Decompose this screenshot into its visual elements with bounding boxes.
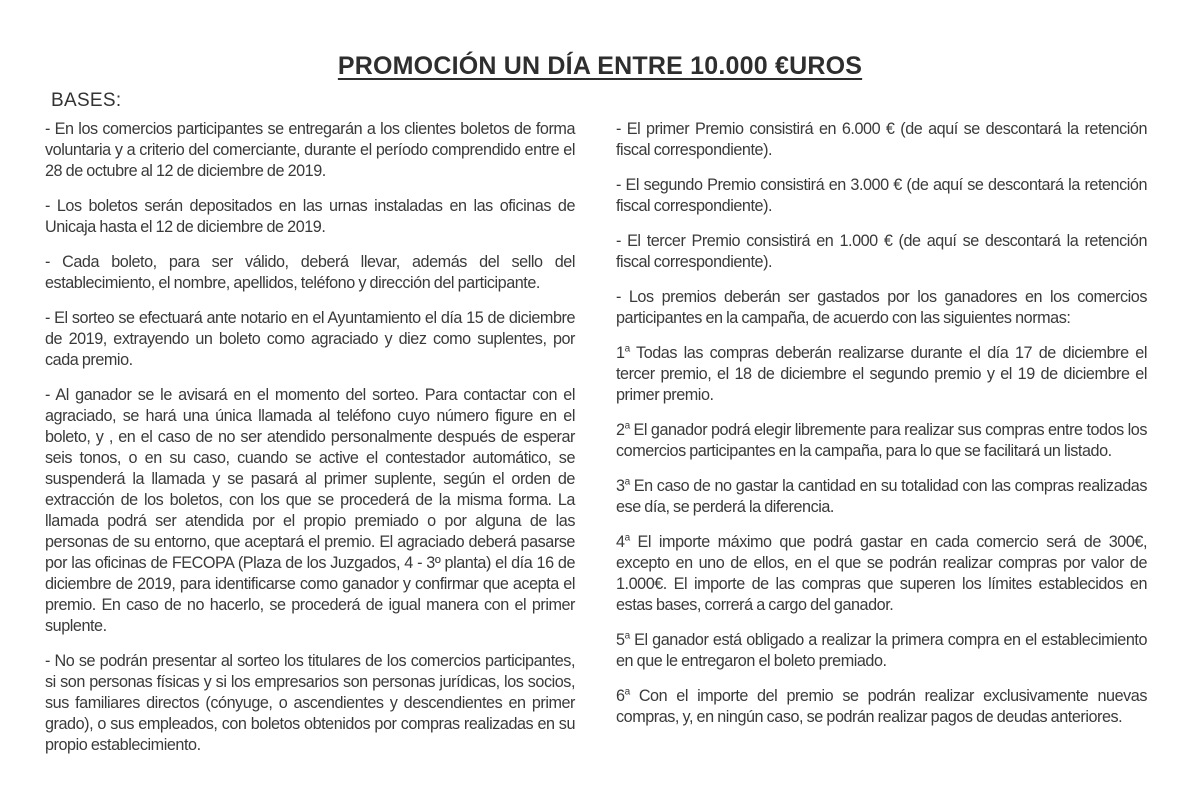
rule-number: 3 [616,477,625,495]
rule-number: 5 [616,631,625,649]
prize-paragraph: - El primer Premio consistirá en 6.000 € (de aquí se descontará la retención fiscal correspondiente). [616,120,1147,159]
rule-text: Con el importe del premio se podrán realizar exclusivamente nuevas compras, y, en ningún caso, se podrán realizar pagos de deudas anteriores. [616,687,1147,726]
rule-item [616,343,1147,406]
paragraph: - Los boletos serán depositados en las urnas instaladas en las oficinas de Unicaja hasta el 12 de diciembre de 2019. [45,197,575,236]
rule-text: Todas las compras deberán realizarse durante el día 17 de diciembre el tercer premio, el 18 de diciembre el segundo premio y el 19 de diciembre el primer premio. [616,344,1147,404]
document-title [0,52,1200,81]
prize-paragraph: - El segundo Premio consistirá en 3.000 € (de aquí se descontará la retención fiscal correspondiente). [616,176,1147,215]
paragraph: - Los premios deberán ser gastados por los ganadores en los comercios participantes en la campaña, de acuerdo con las siguientes normas: [616,288,1147,327]
rule-text: En caso de no gastar la cantidad en su totalidad con las compras realizadas ese día, se perderá la diferencia. [616,477,1147,516]
document-title-text: PROMOCIÓN UN DÍA ENTRE 10.000 €UROS [337,52,863,80]
rule-ordinal: a [624,532,630,544]
paragraph: - Cada boleto, para ser válido, deberá llevar, además del sello del establecimiento, el nombre, apellidos, teléfono y dirección del participante. [45,253,575,292]
rule-item [616,630,1147,672]
rule-ordinal: a [624,420,630,432]
rule-text: El importe máximo que podrá gastar en cada comercio será de 300€, excepto en uno de ellos, en el que se podrán realizar compras por valor de 1.000€. El importe de las compras que superen los límites establecidos en estas bases, correrá a cargo del ganador. [616,533,1147,614]
section-heading: BASES: [51,90,122,111]
rule-ordinal: a [624,686,630,698]
prize-paragraph: - El tercer Premio consistirá en 1.000 € (de aquí se descontará la retención fiscal correspondiente). [616,232,1147,271]
rule-number: 4 [616,533,625,551]
rule-number: 1 [616,344,625,362]
rule-ordinal: a [624,630,630,642]
paragraph: - En los comercios participantes se entregarán a los clientes boletos de forma voluntaria y a criterio del comerciante, durante el período comprendido entre el 28 de octubre al 12 de diciembre de 2019. [45,120,575,180]
paragraph: - El sorteo se efectuará ante notario en el Ayuntamiento el día 15 de diciembre de 2019, extrayendo un boleto como agraciado y diez como suplentes, por cada premio. [45,309,575,369]
rule-ordinal: a [624,343,630,355]
rule-item [616,532,1147,616]
rule-number: 2 [616,421,625,439]
rule-text: El ganador está obligado a realizar la primera compra en el establecimiento en que le entregaron el boleto premiado. [616,631,1147,670]
rule-number: 6 [616,687,625,705]
rule-text: El ganador podrá elegir libremente para realizar sus compras entre todos los comercios participantes en la campaña, para lo que se facilitará un listado. [616,421,1147,460]
paragraph: - Al ganador se le avisará en el momento del sorteo. Para contactar con el agraciado, se hará una única llamada al teléfono cuyo número figure en el boleto, y , en el caso de no ser atendido personalmente después de esperar seis tonos, o en su caso, cuando se active el contestador automático, se suspenderá la llamada y se pasará al primer suplente, según el orden de extracción de los boletos, con los que se procederá de la misma forma. La llamada podrá ser atendida por el propio premiado o por alguna de las personas de su entorno, que aceptará el premio. El agraciado deberá pasarse por las oficinas de FECOPA (Plaza de los Juzgados, 4 - 3º planta) el día 16 de diciembre de 2019, para identificarse como ganador y confirmar que acepta el premio. En caso de no hacerlo, se procederá de igual manera con el primer suplente. [45,386,575,635]
right-column [616,119,1147,742]
paragraph: - No se podrán presentar al sorteo los titulares de los comercios participantes, si son personas físicas y si los empresarios son personas jurídicas, los socios, sus familiares directos (cónyuge, o ascendientes y descendientes en primer grado), o sus empleados, con boletos obtenidos por compras realizadas en su propio establecimiento. [45,652,575,754]
rule-item [616,420,1147,462]
left-column [45,119,575,770]
rule-item [616,476,1147,518]
rule-item [616,686,1147,728]
rule-ordinal: a [624,476,630,488]
